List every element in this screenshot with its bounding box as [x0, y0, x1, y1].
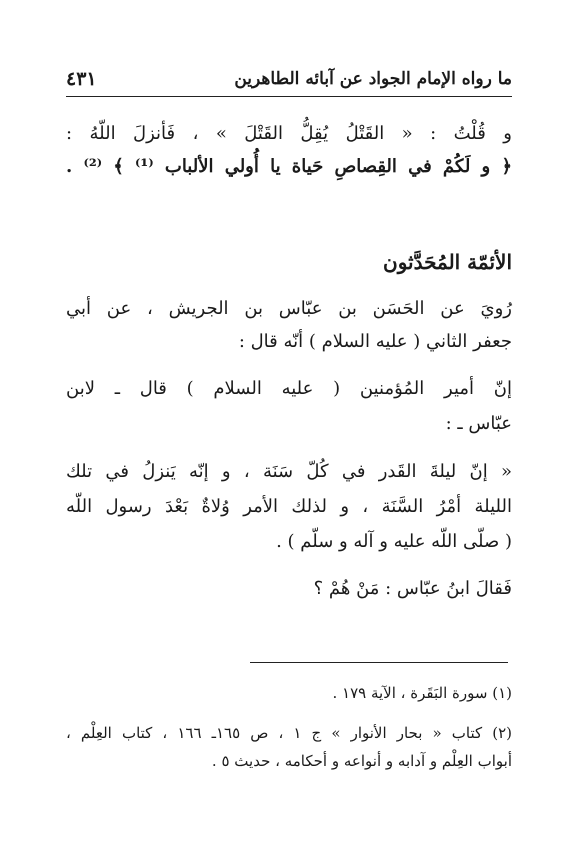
paragraph-line: جعفر الثاني ( عليه السلام ) أنّه قال :	[238, 331, 512, 352]
paragraph-line: و قُلْتُ : « القَتْلُ يُقِلُّ القَتْلَ » ، فَأنزلَ اللّهُ :	[66, 123, 512, 144]
paragraph-line: إنّ أمير المُؤمنين ( عليه السلام ) قال ـ لابن	[66, 378, 512, 399]
paragraph-line: « إنّ ليلةَ القَدر في كُلّ سَنَة ، و إنّه يَنزلُ في تلك	[66, 461, 512, 482]
header-rule	[66, 96, 512, 97]
footnote-rule	[250, 662, 508, 663]
section-title: الأئمّة المُحَدَّثون	[383, 250, 512, 274]
footnote-2: (٢) كتاب « بحار الأنوار » ج ١ ، ص ١٦٥ـ ١٦٦ ، كتاب العِلْم ،	[66, 724, 512, 742]
quran-verse-line: ﴿ و لَكُمْ في القِصاصِ حَياة يا أُولي الألباب ⁽¹⁾ ﴾ ⁽²⁾ .	[66, 156, 512, 177]
running-header	[66, 64, 512, 94]
paragraph-line: الليلة أمْرُ السَّنَة ، و لذلك الأمر وُلاةٌ بَعْدَ رسول اللّه	[66, 496, 512, 517]
paragraph-line: عبّاس ـ :	[445, 413, 512, 434]
running-title: ما رواه الإمام الجواد عن آبائه الطاهرين	[234, 69, 512, 89]
paragraph-line: فَقالَ ابنُ عبّاس : مَنْ هُمْ ؟	[313, 578, 512, 599]
paragraph-line: رُويَ عن الحَسَن بن عبّاس بن الجريش ، عن أبي	[66, 298, 512, 319]
paragraph-line: ( صلّى اللّه عليه و آله و سلّم ) .	[276, 531, 512, 552]
page-number: ٤٣١	[66, 68, 97, 90]
footnote-2-continued: أبواب العِلْم و آدابه و أنواعه و أحكامه ، حديث ٥ .	[211, 752, 512, 770]
footnote-1: (١) سورة البَقَرة ، الآية ١٧٩ .	[332, 684, 512, 702]
